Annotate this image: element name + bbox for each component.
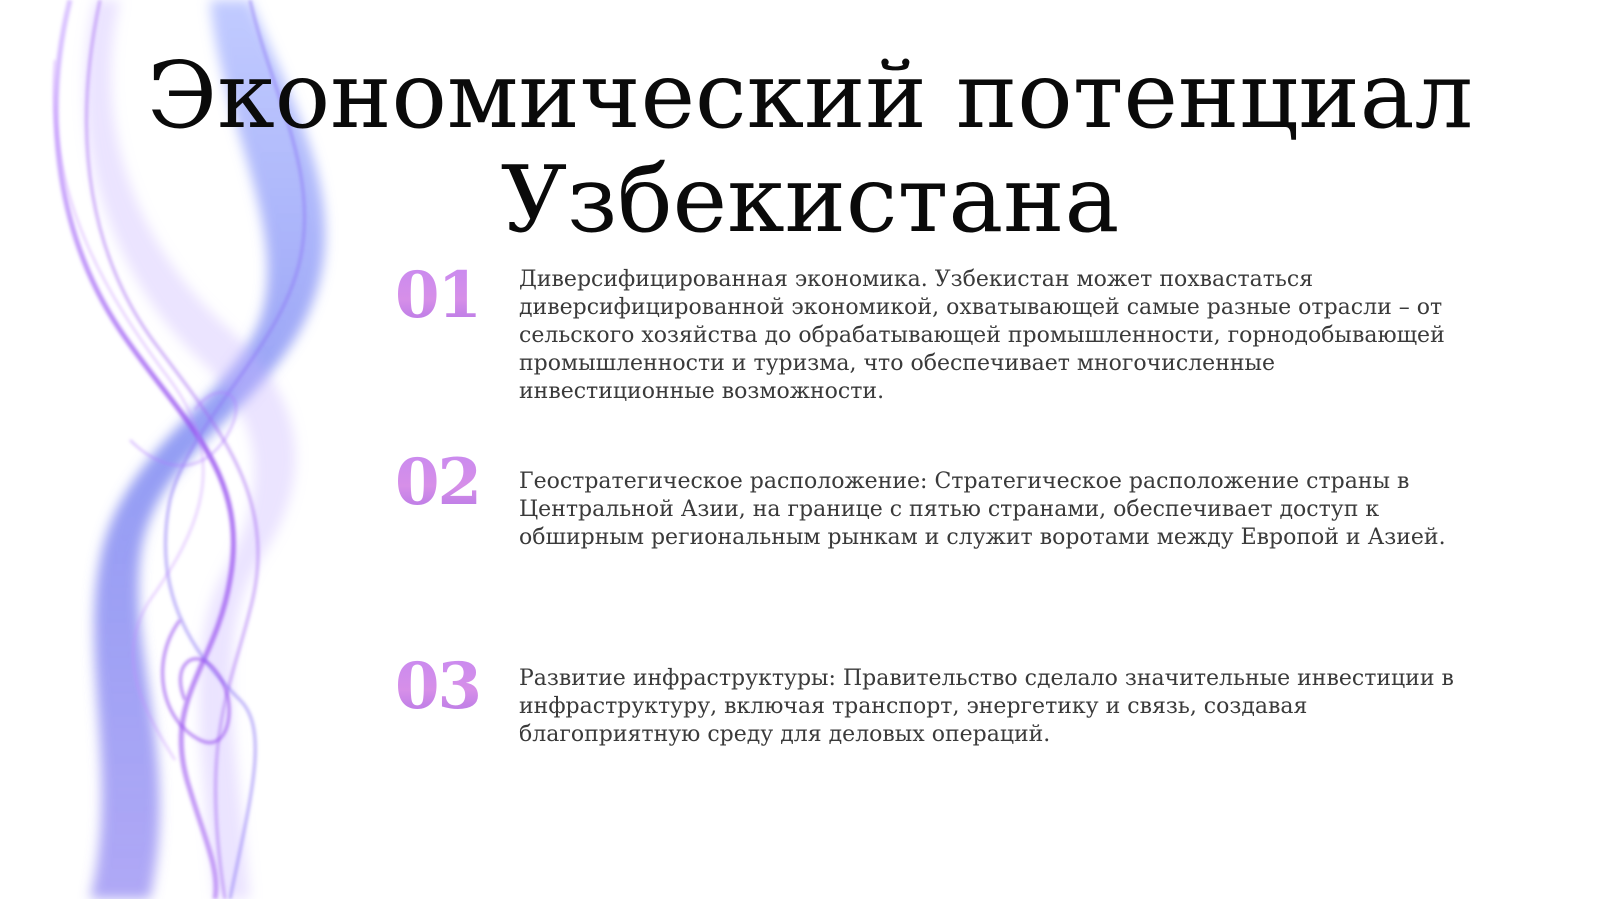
slide-title: Экономический потенциал Узбекистана <box>146 42 1474 253</box>
item-number: 02 <box>395 445 481 520</box>
item-number: 01 <box>395 258 481 333</box>
item-number: 03 <box>395 649 481 724</box>
item-text: Диверсифицированная экономика. Узбекистан может похвастаться диверсифицированной экономикой, охватывающей самые разные отрасли – от сельского хозяйства до обрабатывающей промышленности, горнодобывающей промышленности и туризма, что обеспечивает многочисленные инвестиционные возможности. <box>519 267 1445 404</box>
item-text: Геостратегическое расположение: Стратегическое расположение страны в Центральной Азии, на границе с пятью странами, обеспечивает доступ к обширным региональным рынкам и служит воротами между Европой и Азией. <box>519 469 1446 550</box>
item-text: Развитие инфраструктуры: Правительство сделало значительные инвестиции в инфраструктуру, включая транспорт, энергетику и связь, создавая благоприятную среду для деловых операций. <box>519 666 1454 747</box>
